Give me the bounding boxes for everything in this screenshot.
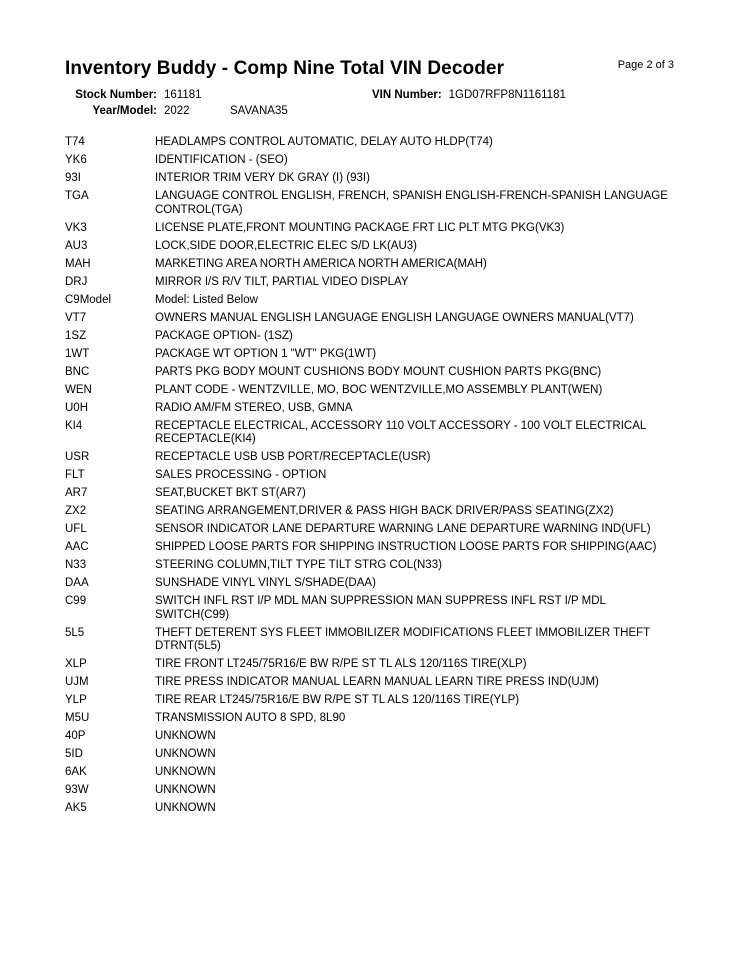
option-row: [65, 451, 678, 465]
option-row: [65, 222, 678, 236]
option-code: M5U: [65, 712, 90, 724]
option-description: TIRE PRESS INDICATOR MANUAL LEARN MANUAL LEARN TIRE PRESS IND(UJM): [155, 676, 599, 688]
option-description: PACKAGE OPTION- (1SZ): [155, 329, 293, 342]
option-row: [65, 802, 678, 816]
option-description: LICENSE PLATE,FRONT MOUNTING PACKAGE FRT LIC PLT MTG PKG(VK3): [155, 221, 565, 234]
vin-number-value: 1GD07RFP8N1161181: [448, 89, 566, 101]
option-code: YLP: [65, 694, 87, 706]
option-row: [65, 676, 678, 690]
option-code: FLT: [65, 469, 85, 481]
option-description: INTERIOR TRIM VERY DK GRAY (I) (93I): [155, 172, 370, 184]
option-description: MARKETING AREA NORTH AMERICA NORTH AMERICA(MAH): [155, 257, 487, 270]
option-description: SALES PROCESSING - OPTION: [155, 469, 327, 481]
option-code: U0H: [65, 401, 89, 414]
option-code: TGA: [65, 190, 89, 202]
option-description: SWITCH INFL RST I/P MDL MAN SUPPRESSION MAN SUPPRESS INFL RST I/P MDL SWITCH(C99): [155, 595, 606, 621]
option-code: 5ID: [65, 748, 83, 760]
option-row: [65, 694, 678, 708]
option-row: [65, 294, 678, 308]
option-code: VK3: [65, 221, 87, 234]
option-code: 93W: [65, 784, 89, 796]
option-row: [65, 766, 678, 780]
option-description: RADIO AM/FM STEREO, USB, GMNA: [155, 401, 353, 414]
option-code: 6AK: [65, 766, 87, 778]
option-row: [65, 627, 678, 654]
option-code: WEN: [65, 383, 92, 396]
option-code: DAA: [65, 577, 89, 589]
option-row: [65, 469, 678, 483]
option-row: [65, 748, 678, 762]
option-code: C9Model: [65, 293, 112, 306]
option-description: SUNSHADE VINYL VINYL S/SHADE(DAA): [155, 577, 376, 589]
option-description: OWNERS MANUAL ENGLISH LANGUAGE ENGLISH LANGUAGE OWNERS MANUAL(VT7): [155, 311, 634, 324]
option-code: T74: [65, 136, 85, 148]
option-row: [65, 559, 678, 573]
option-code: 1SZ: [65, 329, 87, 342]
option-code: DRJ: [65, 275, 88, 288]
option-code: USR: [65, 451, 90, 463]
stock-number-label: Stock Number:: [75, 89, 157, 101]
option-code: UJM: [65, 676, 89, 688]
option-code: N33: [65, 559, 87, 571]
stock-number-value: 161181: [164, 89, 202, 101]
option-row: [65, 505, 678, 519]
option-description: IDENTIFICATION - (SEO): [155, 154, 288, 166]
option-code: UFL: [65, 523, 87, 535]
option-description: PARTS PKG BODY MOUNT CUSHIONS BODY MOUNT CUSHION PARTS PKG(BNC): [155, 365, 602, 378]
model-value: SAVANA35: [230, 105, 288, 117]
option-row: [65, 712, 678, 726]
option-code: VT7: [65, 311, 87, 324]
option-row: [65, 190, 678, 217]
option-code: YK6: [65, 154, 87, 166]
option-row: [65, 154, 678, 168]
option-description: SHIPPED LOOSE PARTS FOR SHIPPING INSTRUCTION LOOSE PARTS FOR SHIPPING(AAC): [155, 541, 657, 553]
option-description: LANGUAGE CONTROL ENGLISH, FRENCH, SPANISH ENGLISH-FRENCH-SPANISH LANGUAGE CONTROL(TGA): [155, 190, 668, 216]
option-description: TRANSMISSION AUTO 8 SPD, 8L90: [155, 712, 346, 724]
option-description: MIRROR I/S R/V TILT, PARTIAL VIDEO DISPLAY: [155, 275, 409, 288]
option-row: [65, 784, 678, 798]
option-description: PLANT CODE - WENTZVILLE, MO, BOC WENTZVILLE,MO ASSEMBLY PLANT(WEN): [155, 383, 603, 396]
option-row: [65, 136, 678, 150]
vin-number-label: VIN Number:: [372, 89, 442, 101]
option-row: [65, 577, 678, 591]
option-row: [65, 595, 678, 622]
option-code: XLP: [65, 658, 87, 670]
option-row: [65, 172, 678, 186]
option-row: [65, 658, 678, 672]
title-row: [65, 58, 678, 80]
option-code: AAC: [65, 541, 89, 553]
option-code: 5L5: [65, 626, 85, 639]
option-code: MAH: [65, 257, 91, 270]
option-row: [65, 487, 678, 501]
option-row: [65, 420, 678, 447]
option-row: [65, 312, 678, 326]
option-row: [65, 348, 678, 362]
option-description: STEERING COLUMN,TILT TYPE TILT STRG COL(N33): [155, 559, 442, 571]
option-description: SEAT,BUCKET BKT ST(AR7): [155, 487, 306, 499]
option-row: [65, 541, 678, 555]
option-row: [65, 384, 678, 398]
option-description: SENSOR INDICATOR LANE DEPARTURE WARNING LANE DEPARTURE WARNING IND(UFL): [155, 523, 651, 535]
option-row: [65, 330, 678, 344]
page-number: Page 2 of 3: [617, 59, 674, 71]
option-code: 1WT: [65, 347, 90, 360]
option-code: 93I: [65, 172, 81, 184]
stock-vin-row: [65, 89, 678, 101]
option-description: SEATING ARRANGEMENT,DRIVER & PASS HIGH BACK DRIVER/PASS SEATING(ZX2): [155, 505, 614, 517]
option-description: THEFT DETERENT SYS FLEET IMMOBILIZER MODIFICATIONS FLEET IMMOBILIZER THEFT DTRNT(5L5): [155, 626, 650, 652]
option-description: UNKNOWN: [155, 802, 216, 814]
option-description: TIRE REAR LT245/75R16/E BW R/PE ST TL ALS 120/116S TIRE(YLP): [155, 694, 520, 706]
option-code: ZX2: [65, 505, 87, 517]
option-description: RECEPTACLE ELECTRICAL, ACCESSORY 110 VOLT ACCESSORY - 100 VOLT ELECTRICAL RECEPTACLE(KI4): [155, 419, 646, 445]
option-row: [65, 730, 678, 744]
option-row: [65, 276, 678, 290]
year-model-row: [65, 105, 678, 117]
option-code: BNC: [65, 365, 90, 378]
option-description: LOCK,SIDE DOOR,ELECTRIC ELEC S/D LK(AU3): [155, 239, 418, 252]
option-description: PACKAGE WT OPTION 1 "WT" PKG(1WT): [155, 347, 377, 360]
option-row: [65, 240, 678, 254]
option-code: AU3: [65, 239, 88, 252]
option-code: AR7: [65, 487, 88, 499]
option-code: C99: [65, 595, 87, 607]
option-description: TIRE FRONT LT245/75R16/E BW R/PE ST TL ALS 120/116S TIRE(XLP): [155, 658, 527, 670]
vehicle-info-block: [65, 89, 678, 117]
year-value: 2022: [164, 105, 190, 117]
option-description: RECEPTACLE USB USB PORT/RECEPTACLE(USR): [155, 451, 431, 463]
option-row: [65, 523, 678, 537]
year-model-label: Year/Model:: [92, 105, 157, 117]
option-description: Model: Listed Below: [155, 293, 258, 306]
option-code: AK5: [65, 802, 87, 814]
option-description: UNKNOWN: [155, 766, 216, 778]
option-row: [65, 366, 678, 380]
options-list: [65, 136, 678, 816]
option-code: 40P: [65, 730, 86, 742]
option-row: [65, 402, 678, 416]
page-title: Inventory Buddy - Comp Nine Total VIN Decoder: [65, 58, 505, 79]
option-description: UNKNOWN: [155, 784, 216, 796]
option-row: [65, 258, 678, 272]
option-code: KI4: [65, 419, 83, 432]
option-description: UNKNOWN: [155, 730, 216, 742]
option-description: HEADLAMPS CONTROL AUTOMATIC, DELAY AUTO HLDP(T74): [155, 136, 493, 148]
option-description: UNKNOWN: [155, 748, 216, 760]
